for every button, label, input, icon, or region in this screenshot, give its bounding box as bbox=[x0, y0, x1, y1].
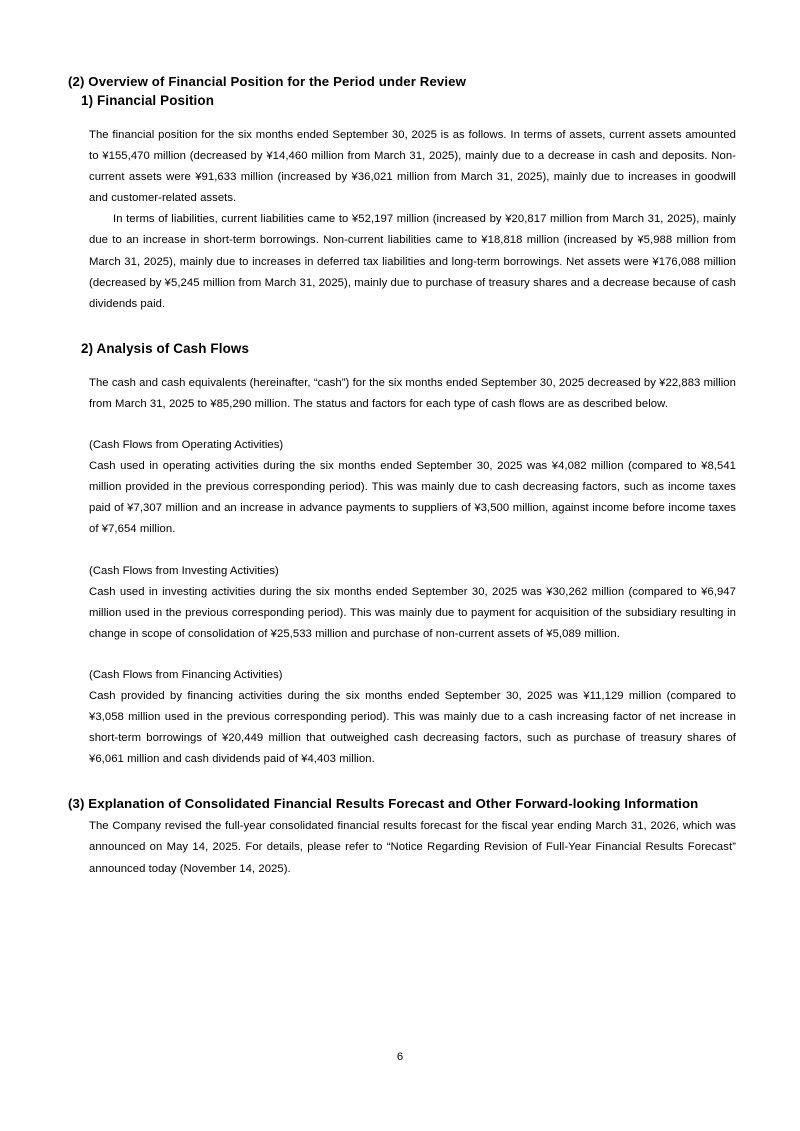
spacer bbox=[68, 315, 736, 339]
paragraph-operating-activities: Cash used in operating activities during the six months ended September 30, 2025 was ¥4,082 million (compared to ¥8,541 million provided in the previous corresponding period). This was mainly due to cash decreasing factors, such as income taxes paid of ¥7,307 million and an increase in advance payments to suppliers of ¥3,500 million, against income before income taxes of ¥7,654 million. bbox=[89, 460, 736, 536]
paragraph-financial-position-liabilities: In terms of liabilities, current liabilities came to ¥52,197 million (increased by ¥20,817 million from March 31, 2025), mainly due to an increase in short-term borrowings. Non-current liabilities came to ¥18,818 million (increased by ¥5,988 million from March 31, 2025), mainly due to increases in deferred tax liabilities and long-term borrowings. Net assets were ¥176,088 million (decreased by ¥5,245 million from March 31, 2025), mainly due to purchase of treasury shares and a decrease because of cash dividends paid. bbox=[89, 213, 736, 310]
label-investing-activities: (Cash Flows from Investing Activities) bbox=[89, 564, 279, 577]
page-content bbox=[68, 72, 736, 880]
paragraph-forecast-explanation: The Company revised the full-year consolidated financial results forecast for the fiscal year ending March 31, 2026, which was announced on May 14, 2025. For details, please refer to “Notice Regarding Revision of Full-Year Financial Results Forecast” announced today (November 14, 2025). bbox=[89, 820, 736, 875]
paragraph-investing-activities: Cash used in investing activities during the six months ended September 30, 2025 was ¥30,262 million (compared to ¥6,947 million used in the previous corresponding period). This was mainly due to payment for acquisition of the subsidiary resulting in change in scope of consolidation of ¥25,533 million and purchase of non-current assets of ¥5,089 million. bbox=[89, 585, 736, 640]
subsection-heading-2-1: 1) Financial Position bbox=[81, 93, 215, 108]
label-financing-activities: (Cash Flows from Financing Activities) bbox=[89, 668, 283, 681]
subsection-heading-2-2: 2) Analysis of Cash Flows bbox=[81, 340, 250, 356]
spacer bbox=[68, 358, 736, 373]
paragraph-financing-activities: Cash provided by financing activities during the six months ended September 30, 2025 was ¥11,129 million (compared to ¥3,058 million used in the previous corresponding period). This was mainly due to a cash increasing factor of net increase in short-term borrowings of ¥20,449 million that outweighed cash decreasing factors, such as purchase of treasury shares of ¥6,061 million and cash dividends paid of ¥4,403 million. bbox=[89, 689, 736, 766]
section-heading-3: (3) Explanation of Consolidated Financial Results Forecast and Other Forward-looking Information bbox=[68, 796, 699, 812]
paragraph-cash-flows-intro: The cash and cash equivalents (hereinafter, “cash”) for the six months ended September 30, 2025 decreased by ¥22,883 million from March 31, 2025 to ¥85,290 million. The status and factors for each type of cash flows are as described below. bbox=[89, 376, 736, 410]
section-heading-2: (2) Overview of Financial Position for the Period under Review bbox=[68, 74, 467, 89]
spacer bbox=[68, 541, 736, 561]
spacer bbox=[68, 770, 736, 794]
paragraph-financial-position-assets: The financial position for the six months ended September 30, 2025 is as follows. In terms of assets, current assets amounted to ¥155,470 million (decreased by ¥14,460 million from March 31, 2025), mainly due to a decrease in cash and deposits. Non-current assets were ¥91,633 million (increased by ¥36,021 million from March 31, 2025), mainly due to increases in goodwill and customer-related assets. bbox=[89, 129, 736, 205]
label-operating-activities: (Cash Flows from Operating Activities) bbox=[89, 439, 284, 452]
page-number: 6 bbox=[396, 1051, 404, 1063]
spacer bbox=[68, 415, 736, 435]
spacer bbox=[68, 110, 736, 125]
spacer bbox=[68, 645, 736, 665]
